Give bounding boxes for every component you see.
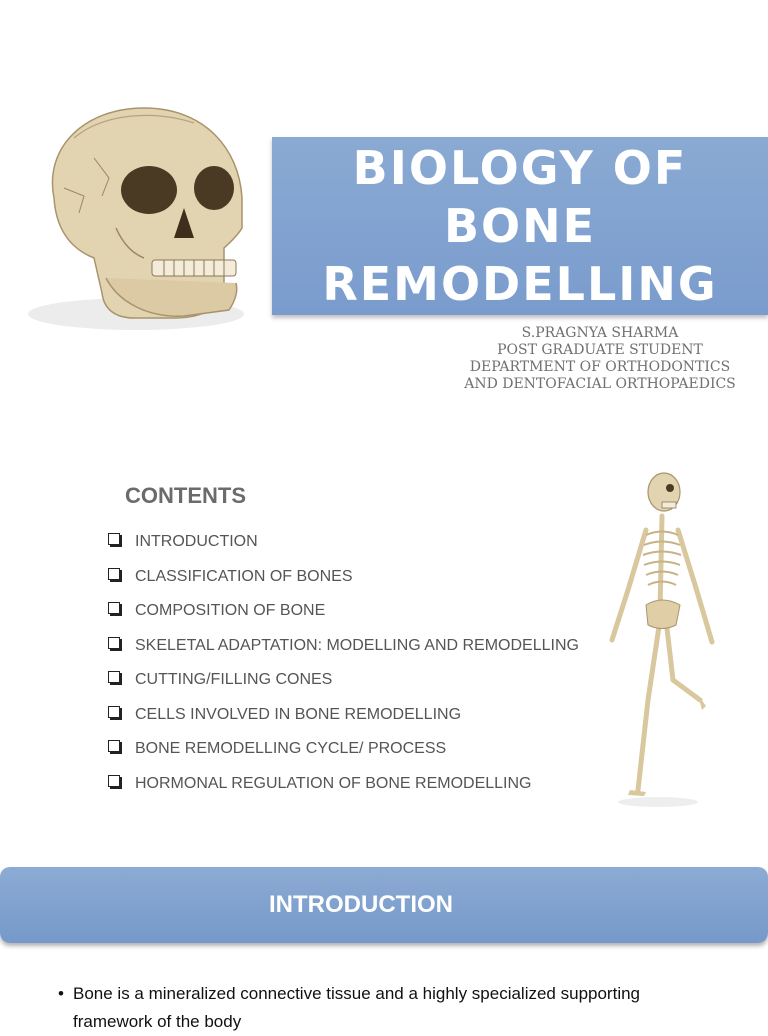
list-item-label: HORMONAL REGULATION OF BONE REMODELLING bbox=[135, 774, 532, 792]
title-line: BONE bbox=[443, 199, 597, 253]
list-item-label: CUTTING/FILLING CONES bbox=[135, 671, 333, 688]
list-item bbox=[108, 631, 579, 666]
author-block bbox=[430, 325, 768, 393]
checkbox-bullet-icon bbox=[108, 775, 120, 787]
author-line: AND DENTOFACIAL ORTHOPAEDICS bbox=[464, 376, 736, 392]
list-item bbox=[108, 562, 579, 597]
checkbox-bullet-icon bbox=[108, 533, 120, 545]
checkbox-bullet-icon bbox=[108, 671, 120, 683]
list-item-label: INTRODUCTION bbox=[135, 533, 258, 550]
checkbox-bullet-icon bbox=[108, 637, 120, 649]
list-item bbox=[108, 665, 579, 700]
list-item bbox=[108, 527, 579, 562]
list-item-label: CELLS INVOLVED IN BONE REMODELLING bbox=[135, 705, 462, 723]
checkbox-bullet-icon bbox=[108, 568, 120, 580]
list-item-label: COMPOSITION OF BONE bbox=[135, 602, 326, 619]
bullet-icon: • bbox=[58, 984, 64, 1003]
list-item-label: BONE REMODELLING CYCLE/ PROCESS bbox=[135, 740, 447, 757]
list-item bbox=[108, 596, 579, 631]
list-item bbox=[108, 769, 579, 804]
title-line: REMODELLING bbox=[322, 257, 718, 311]
title-slide bbox=[0, 0, 768, 430]
author-line: POST GRADUATE STUDENT bbox=[497, 342, 703, 358]
skull-image bbox=[24, 78, 264, 350]
slide-title bbox=[322, 139, 717, 313]
walking-skeleton-image bbox=[598, 470, 730, 810]
author-line: S.PRAGNYA SHARMA bbox=[521, 325, 679, 341]
checkbox-bullet-icon bbox=[108, 740, 120, 752]
checkbox-bullet-icon bbox=[108, 706, 120, 718]
title-line: BIOLOGY OF bbox=[352, 141, 688, 195]
list-item-label: SKELETAL ADAPTATION: MODELLING AND REMODELLING bbox=[135, 636, 579, 654]
bullet-text: Bone is a mineralized connective tissue and a highly specialized supporting framework of the body bbox=[73, 984, 641, 1031]
title-banner bbox=[272, 137, 768, 315]
introduction-heading: INTRODUCTION bbox=[269, 891, 453, 918]
introduction-bullet bbox=[58, 980, 698, 1036]
list-item bbox=[108, 734, 579, 769]
list-item-label: CLASSIFICATION OF BONES bbox=[135, 567, 353, 585]
contents-heading: CONTENTS bbox=[125, 483, 246, 508]
contents-list bbox=[108, 527, 579, 803]
checkbox-bullet-icon bbox=[108, 602, 120, 614]
author-line: DEPARTMENT OF ORTHODONTICS bbox=[469, 359, 731, 375]
list-item bbox=[108, 700, 579, 735]
introduction-banner bbox=[0, 867, 768, 943]
